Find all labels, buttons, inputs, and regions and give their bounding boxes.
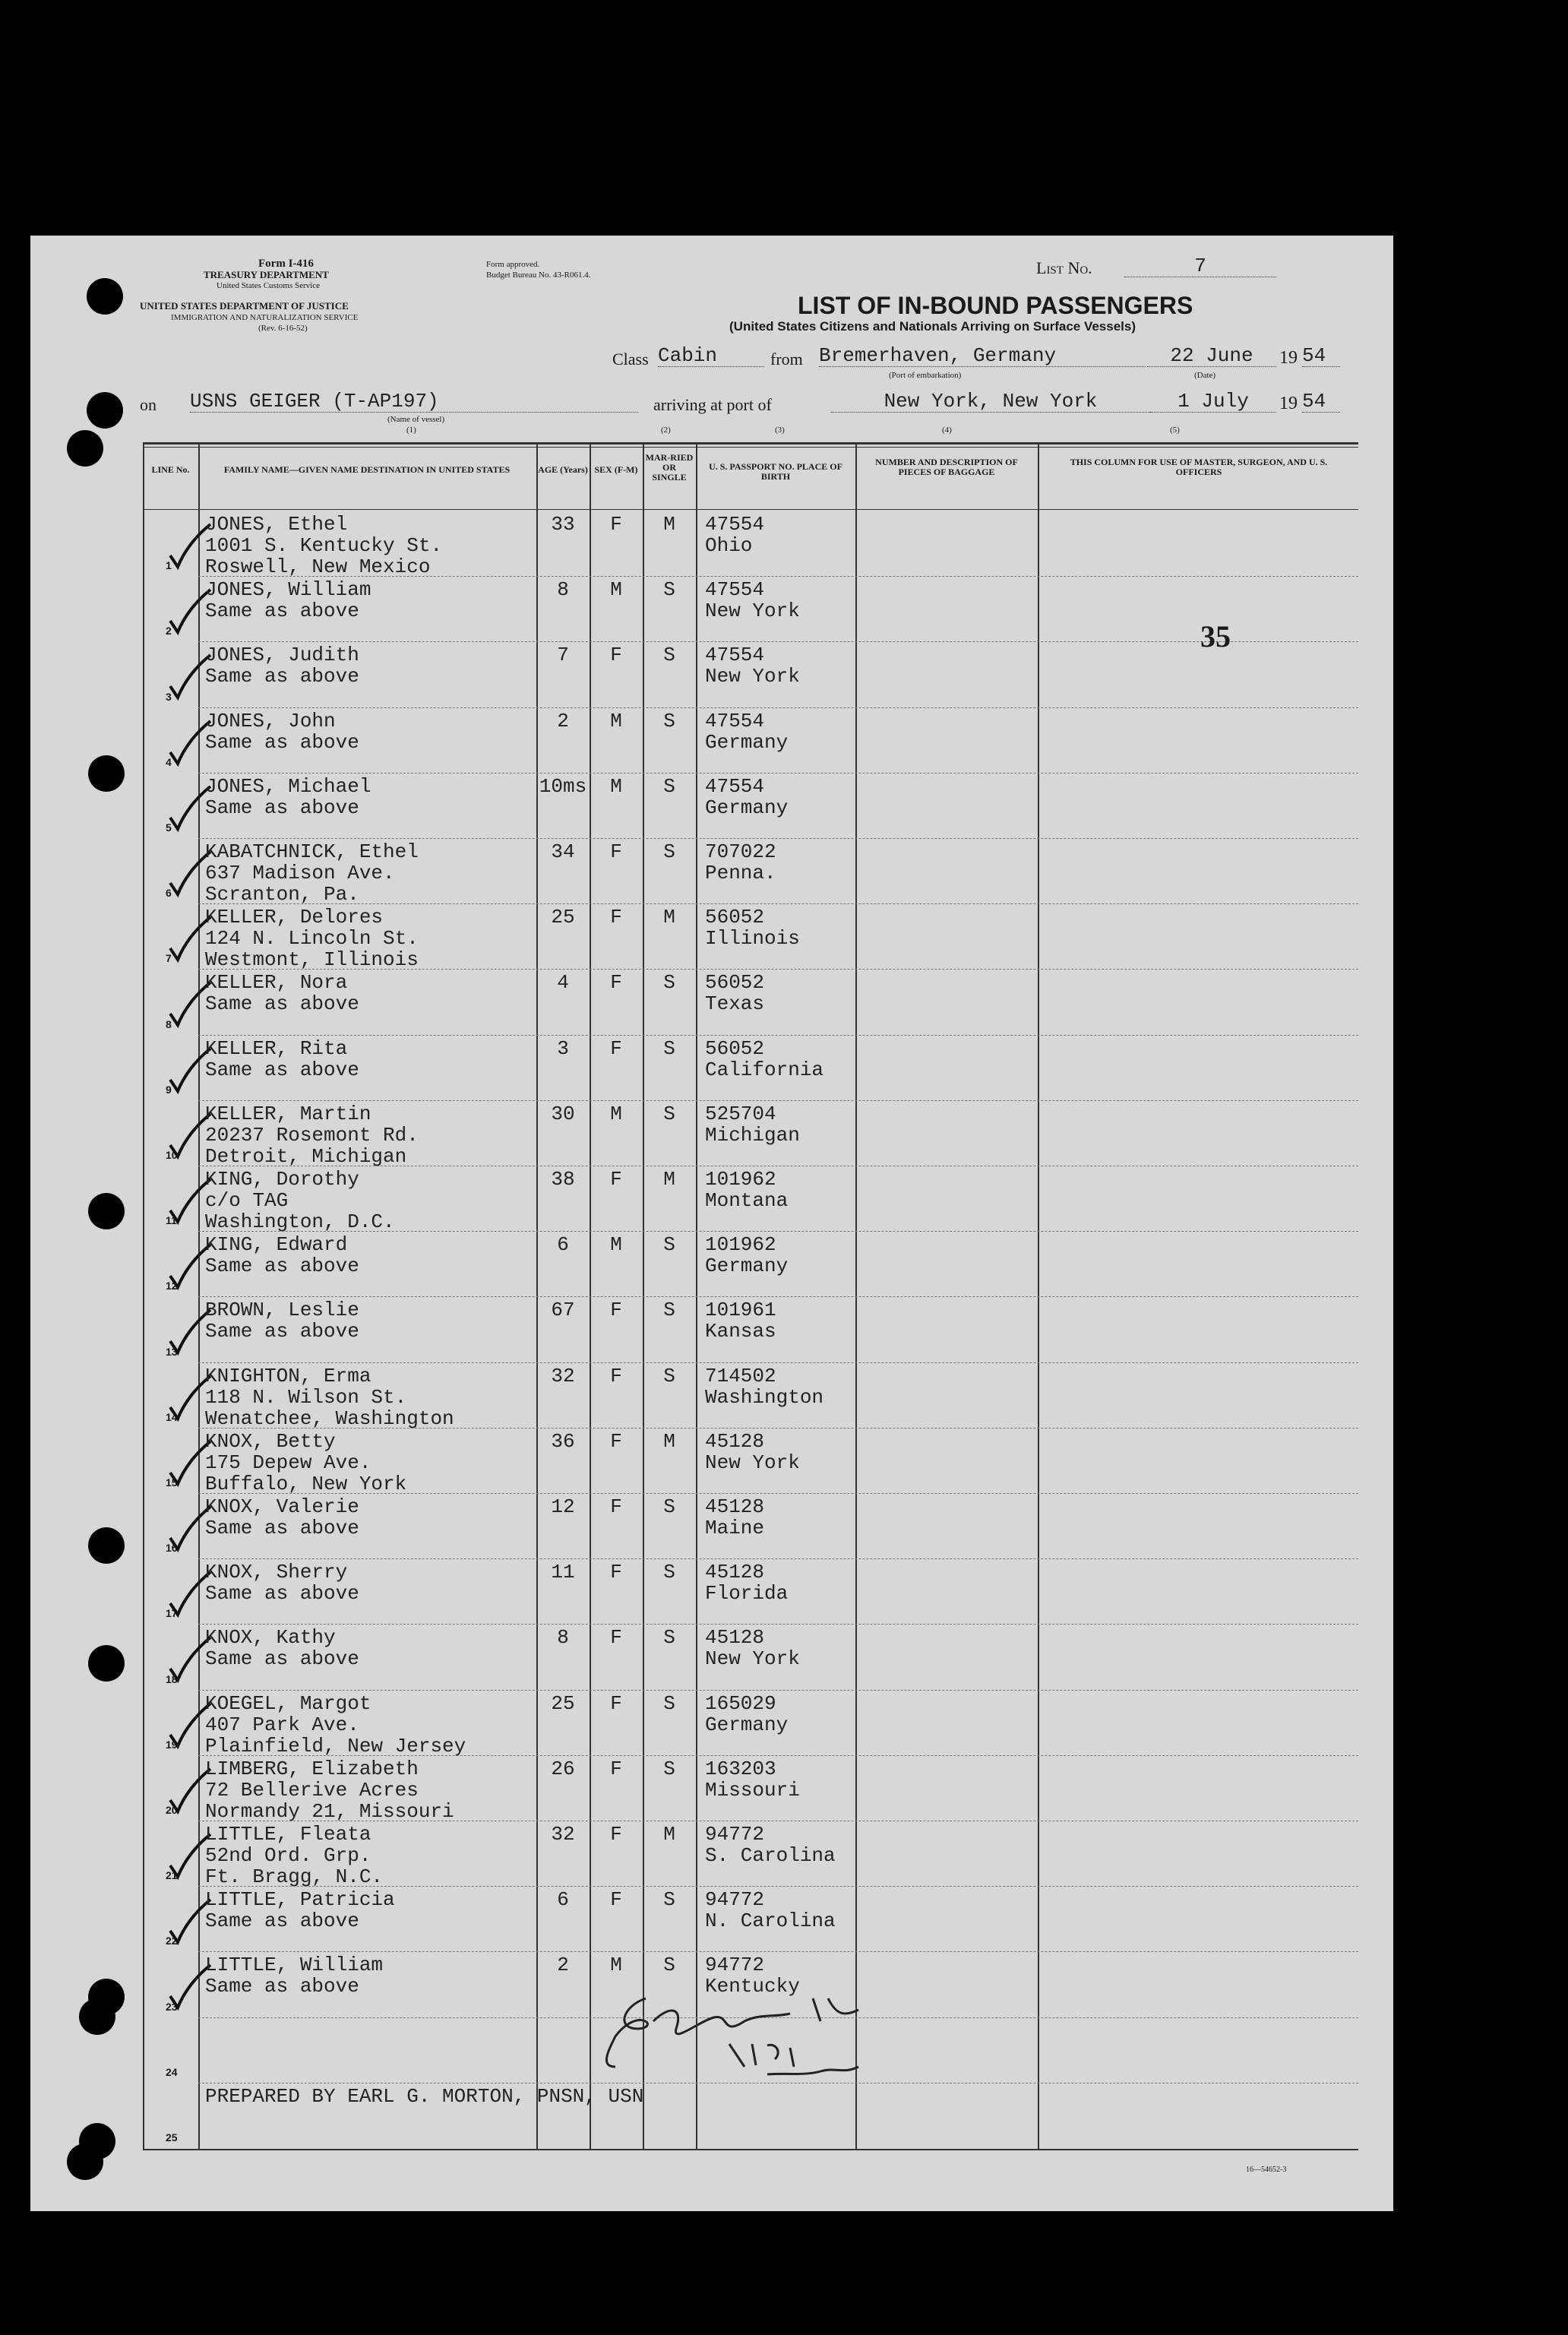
marital-status: S	[663, 709, 675, 732]
passenger-sex: F	[610, 1626, 622, 1650]
marital-status: M	[663, 1823, 675, 1846]
row-divider	[198, 773, 1358, 774]
passenger-age: 8	[557, 578, 569, 602]
row-divider	[198, 1493, 1358, 1494]
col-header-name: FAMILY NAME—GIVEN NAME DESTINATION IN UNITED STATES	[223, 464, 511, 475]
passenger-sex: M	[610, 1233, 622, 1257]
col-header-age: AGE (Years)	[538, 464, 588, 475]
marital-status: S	[663, 644, 675, 667]
passenger-name: KNOX, Sherry	[205, 1561, 348, 1584]
treasury-dept: TREASURY DEPARTMENT	[204, 269, 329, 280]
marital-status: S	[663, 1691, 675, 1715]
passenger-name: BROWN, Leslie	[205, 1299, 359, 1322]
passenger-sex: F	[610, 1364, 622, 1387]
row-number: 20	[166, 1803, 178, 1816]
row-divider	[198, 903, 1358, 904]
passenger-name: KELLER, Rita	[205, 1036, 348, 1060]
passenger-age: 2	[557, 1954, 569, 1977]
rev-label: (Rev. 6-16-52)	[258, 324, 308, 333]
margin-note: 35	[1200, 619, 1231, 653]
passenger-name: KING, Edward	[205, 1233, 348, 1257]
place-of-birth: New York	[705, 1451, 800, 1474]
marital-status: S	[663, 774, 675, 798]
passenger-sex: F	[610, 1823, 622, 1846]
row-number: 21	[166, 1869, 178, 1882]
place-of-birth: Texas	[705, 992, 765, 1016]
passenger-age: 8	[557, 1626, 569, 1650]
passport-number: 47554	[705, 709, 765, 732]
marital-status: S	[663, 1626, 675, 1650]
class-value: Cabin	[658, 345, 764, 367]
row-number: 9	[166, 1083, 172, 1096]
passport-number: 45128	[705, 1626, 765, 1650]
col-num-5: (5)	[1170, 426, 1180, 435]
row-number: 10	[166, 1148, 178, 1161]
col-header-married: MAR-RIED OR SINGLE	[645, 452, 694, 483]
row-number: 13	[166, 1345, 178, 1358]
row-number: 19	[166, 1738, 178, 1751]
passenger-address: 52nd Ord. Grp.	[205, 1844, 371, 1867]
passenger-age: 2	[557, 709, 569, 732]
passenger-age: 33	[551, 513, 575, 536]
passenger-address: Same as above	[205, 665, 359, 688]
passenger-age: 67	[551, 1299, 575, 1322]
page-title: LIST OF IN-BOUND PASSENGERS	[798, 292, 1193, 319]
passenger-address: Same as above	[205, 796, 359, 819]
passenger-name: KING, Dorothy	[205, 1168, 359, 1191]
passenger-address: Same as above	[205, 1058, 359, 1081]
row-number: 22	[166, 1935, 178, 1947]
passenger-address: Wenatchee, Washington	[205, 1406, 454, 1430]
passenger-address: Same as above	[205, 1517, 359, 1539]
place-of-birth: Kentucky	[705, 1975, 800, 1998]
passenger-name: JONES, William	[205, 578, 371, 602]
place-of-birth: N. Carolina	[705, 1909, 836, 1933]
row-divider	[198, 1558, 1358, 1559]
ins-label: IMMIGRATION AND NATURALIZATION SERVICE	[171, 313, 359, 322]
row-divider	[198, 1296, 1358, 1297]
col-num-3: (3)	[775, 426, 785, 435]
year-prefix-1: 19	[1279, 348, 1298, 368]
passenger-address: c/o TAG	[205, 1189, 289, 1212]
passenger-address: 20237 Rosemont Rd.	[205, 1123, 419, 1147]
passport-number: 45128	[705, 1561, 765, 1584]
marital-status: S	[663, 578, 675, 602]
punch-hole	[88, 755, 125, 792]
passenger-name: KNOX, Valerie	[205, 1495, 359, 1518]
passenger-address: Same as above	[205, 1320, 359, 1343]
row-number: 12	[166, 1280, 178, 1292]
vessel-caption: (Name of vessel)	[387, 415, 445, 424]
from-label: from	[770, 350, 803, 369]
passenger-name: KABATCHNICK, Ethel	[205, 840, 419, 863]
budget-bureau: Budget Bureau No. 43-R061.4.	[486, 271, 591, 280]
row-number: 2	[166, 625, 172, 638]
passenger-sex: M	[610, 709, 622, 732]
passenger-name: JONES, Judith	[205, 644, 359, 667]
passenger-address: 407 Park Ave.	[205, 1713, 359, 1736]
year-prefix-2: 19	[1279, 394, 1298, 413]
passenger-name: LITTLE, William	[205, 1954, 384, 1977]
passenger-sex: F	[610, 1429, 622, 1453]
place-of-birth: Maine	[705, 1517, 765, 1539]
row-divider	[198, 838, 1358, 839]
table-row	[143, 1362, 1358, 1428]
table-row	[143, 641, 1358, 707]
row-number: 24	[166, 2065, 178, 2078]
passenger-address: Same as above	[205, 1909, 359, 1933]
passenger-name: KNIGHTON, Erma	[205, 1364, 371, 1387]
table-row	[143, 1100, 1358, 1166]
row-number: 15	[166, 1476, 178, 1489]
table-row	[143, 1690, 1358, 1758]
marital-status: S	[663, 1888, 675, 1912]
passenger-age: 38	[551, 1168, 575, 1191]
passenger-age: 25	[551, 1691, 575, 1715]
row-divider	[198, 1886, 1358, 1887]
marital-status: S	[663, 1233, 675, 1257]
inspector-signature	[593, 1976, 927, 2097]
form-approved: Form approved.	[486, 260, 540, 269]
passenger-address: Westmont, Illinois	[205, 948, 419, 972]
passport-number: 94772	[705, 1888, 765, 1912]
row-divider	[198, 1755, 1358, 1756]
table-row	[143, 1166, 1358, 1231]
table-row	[143, 1428, 1358, 1493]
table-row	[143, 1296, 1358, 1362]
place-of-birth: New York	[705, 600, 800, 623]
passenger-name: JONES, Michael	[205, 774, 371, 798]
marital-status: M	[663, 1429, 675, 1453]
passenger-name: LITTLE, Patricia	[205, 1888, 395, 1912]
table-row	[143, 1558, 1358, 1624]
passenger-address: Same as above	[205, 992, 359, 1016]
row-number: 1	[166, 559, 172, 572]
row-divider	[198, 1690, 1358, 1691]
row-divider	[198, 1231, 1358, 1232]
justice-dept: UNITED STATES DEPARTMENT OF JUSTICE	[140, 300, 349, 312]
col-header-passport: U. S. PASSPORT NO. PLACE OF BIRTH	[709, 461, 842, 482]
passport-number: 45128	[705, 1429, 765, 1453]
punch-hole	[88, 1527, 125, 1564]
punch-hole	[88, 1193, 125, 1229]
punch-hole	[67, 430, 103, 467]
marital-status: S	[663, 840, 675, 863]
from-value: Bremerhaven, Germany	[819, 345, 1146, 367]
passenger-address: 72 Bellerive Acres	[205, 1778, 419, 1802]
marital-status: S	[663, 1954, 675, 1977]
passenger-sex: F	[610, 906, 622, 929]
arrival-date: 1 July	[1150, 391, 1276, 413]
passenger-sex: F	[610, 644, 622, 667]
passport-number: 47554	[705, 578, 765, 602]
passenger-sex: M	[610, 774, 622, 798]
passenger-address: Normandy 21, Missouri	[205, 1799, 454, 1823]
passenger-name: LITTLE, Fleata	[205, 1823, 371, 1846]
passenger-sex: F	[610, 1168, 622, 1191]
departure-date: 22 June	[1147, 345, 1276, 367]
place-of-birth: California	[705, 1058, 824, 1081]
punch-hole	[87, 392, 123, 429]
passenger-age: 32	[551, 1364, 575, 1387]
passenger-address: Same as above	[205, 1975, 359, 1998]
place-of-birth: Florida	[705, 1582, 789, 1606]
marital-status: S	[663, 1757, 675, 1780]
row-number: 25	[166, 2131, 178, 2144]
place-of-birth: S. Carolina	[705, 1844, 836, 1867]
passenger-name: KNOX, Betty	[205, 1429, 336, 1453]
row-divider	[198, 1100, 1358, 1101]
passenger-name: KELLER, Nora	[205, 971, 348, 995]
passenger-age: 6	[557, 1233, 569, 1257]
table-row	[143, 1035, 1358, 1100]
row-number: 4	[166, 755, 172, 768]
row-divider	[198, 707, 1358, 708]
arriving-label: arriving at port of	[653, 395, 772, 414]
passenger-sex: F	[610, 1495, 622, 1518]
place-of-birth: Germany	[705, 730, 789, 754]
list-no-label: List No.	[1036, 258, 1092, 277]
passenger-sex: F	[610, 1757, 622, 1780]
marital-status: S	[663, 1299, 675, 1322]
passport-number: 94772	[705, 1823, 765, 1846]
row-number: 17	[166, 1607, 178, 1620]
marital-status: S	[663, 1102, 675, 1125]
row-number: 3	[166, 690, 172, 703]
table-row	[143, 511, 1358, 576]
passenger-age: 4	[557, 971, 569, 995]
class-label: Class	[612, 350, 649, 369]
passenger-name: KELLER, Delores	[205, 906, 384, 929]
col-header-officers: THIS COLUMN FOR USE OF MASTER, SURGEON, AND U. S. OFFICERS	[1070, 457, 1328, 477]
row-divider	[198, 1624, 1358, 1625]
on-label: on	[140, 395, 156, 414]
punch-hole	[88, 1645, 125, 1682]
row-divider	[198, 1035, 1358, 1036]
passenger-name: KOEGEL, Margot	[205, 1691, 371, 1715]
passport-number: 47554	[705, 513, 765, 536]
col-header-baggage: NUMBER AND DESCRIPTION OF PIECES OF BAGGAGE	[875, 457, 1018, 477]
row-divider	[198, 969, 1358, 970]
passenger-address: 118 N. Wilson St.	[205, 1385, 407, 1409]
passenger-address: Buffalo, New York	[205, 1472, 407, 1495]
place-of-birth: Montana	[705, 1189, 789, 1212]
passenger-name: LIMBERG, Elizabeth	[205, 1757, 419, 1780]
table-row	[143, 1821, 1358, 1886]
passenger-age: 11	[551, 1561, 575, 1584]
place-of-birth: Penna.	[705, 862, 776, 884]
col-header-sex: SEX (F-M)	[594, 464, 638, 475]
passenger-age: 10ms	[539, 774, 587, 798]
passenger-age: 32	[551, 1823, 575, 1846]
page-subtitle: (United States Citizens and Nationals Arriving on Surface Vessels)	[729, 319, 1136, 334]
place-of-birth: Missouri	[705, 1778, 800, 1802]
passport-number: 47554	[705, 774, 765, 798]
passenger-sex: M	[610, 1102, 622, 1125]
passport-number: 165029	[705, 1691, 776, 1715]
passenger-sex: F	[610, 1299, 622, 1322]
marital-status: M	[663, 906, 675, 929]
passenger-table	[143, 442, 1358, 2150]
row-number: 5	[166, 821, 172, 834]
passenger-address: Same as above	[205, 1582, 359, 1606]
passport-number: 101961	[705, 1299, 776, 1322]
passenger-sex: F	[610, 1036, 622, 1060]
marital-status: S	[663, 1561, 675, 1584]
row-number: 7	[166, 952, 172, 965]
passenger-age: 3	[557, 1036, 569, 1060]
customs-service: United States Customs Service	[217, 281, 320, 290]
passenger-address: Washington, D.C.	[205, 1210, 395, 1233]
marital-status: S	[663, 1495, 675, 1518]
passenger-sex: F	[610, 513, 622, 536]
place-of-birth: Germany	[705, 1713, 789, 1736]
place-of-birth: Germany	[705, 796, 789, 819]
marital-status: S	[663, 1036, 675, 1060]
passenger-age: 7	[557, 644, 569, 667]
table-row	[143, 838, 1358, 906]
place-of-birth: Germany	[705, 1255, 789, 1278]
passenger-age: 34	[551, 840, 575, 863]
passenger-name: JONES, Ethel	[205, 513, 348, 536]
passenger-name: JONES, John	[205, 709, 336, 732]
passport-number: 714502	[705, 1364, 776, 1387]
table-row	[143, 903, 1358, 972]
punch-hole	[67, 2144, 103, 2180]
row-number: 6	[166, 887, 172, 900]
table-row	[143, 576, 1358, 641]
table-row	[143, 1886, 1358, 1951]
col-num-4: (4)	[942, 426, 952, 435]
row-divider	[198, 1428, 1358, 1429]
passenger-address: Ft. Bragg, N.C.	[205, 1865, 384, 1888]
passport-number: 56052	[705, 906, 765, 929]
passenger-address: Roswell, New Mexico	[205, 555, 431, 578]
passenger-address: 124 N. Lincoln St.	[205, 927, 419, 951]
row-number: 23	[166, 2000, 178, 2013]
row-divider	[198, 1951, 1358, 1952]
passenger-address: Same as above	[205, 730, 359, 754]
marital-status: S	[663, 1364, 675, 1387]
arrival-port: New York, New York	[831, 391, 1150, 413]
passenger-age: 36	[551, 1429, 575, 1453]
passenger-sex: M	[610, 1954, 622, 1977]
row-divider	[198, 1362, 1358, 1363]
passport-number: 525704	[705, 1102, 776, 1125]
port-caption: (Port of embarkation)	[889, 371, 962, 380]
col-num-2: (2)	[661, 426, 671, 435]
footer-code: 16—54652-3	[1246, 2166, 1287, 2174]
place-of-birth: New York	[705, 665, 800, 688]
vessel-col-num: (1)	[406, 426, 416, 435]
row-divider	[198, 641, 1358, 642]
passenger-sex: M	[610, 578, 622, 602]
place-of-birth: Michigan	[705, 1123, 800, 1147]
table-row	[143, 1231, 1358, 1296]
passenger-name: KELLER, Martin	[205, 1102, 371, 1125]
punch-hole	[79, 1998, 115, 2035]
marital-status: M	[663, 513, 675, 536]
place-of-birth: New York	[705, 1647, 800, 1671]
year-2: 54	[1302, 391, 1340, 413]
list-no-value: 7	[1124, 255, 1276, 277]
punch-hole	[87, 278, 123, 315]
year-1: 54	[1302, 345, 1340, 367]
passport-number: 101962	[705, 1168, 776, 1191]
vessel-name: USNS GEIGER (T-AP197)	[190, 391, 638, 413]
passenger-age: 12	[551, 1495, 575, 1518]
passenger-address: Same as above	[205, 1255, 359, 1278]
place-of-birth: Illinois	[705, 927, 800, 951]
passport-number: 47554	[705, 644, 765, 667]
passport-number: 163203	[705, 1757, 776, 1780]
passenger-age: 30	[551, 1102, 575, 1125]
passport-number: 56052	[705, 1036, 765, 1060]
passenger-address: Scranton, Pa.	[205, 883, 359, 906]
passenger-sex: F	[610, 840, 622, 863]
form-number: Form I-416	[258, 258, 314, 270]
row-number: 18	[166, 1672, 178, 1685]
marital-status: S	[663, 971, 675, 995]
passenger-address: Same as above	[205, 600, 359, 623]
passenger-address: Detroit, Michigan	[205, 1144, 407, 1168]
row-number: 8	[166, 1017, 172, 1030]
place-of-birth: Washington	[705, 1385, 824, 1409]
passport-number: 45128	[705, 1495, 765, 1518]
passport-number: 94772	[705, 1954, 765, 1977]
passenger-sex: F	[610, 1561, 622, 1584]
passenger-address: 637 Madison Ave.	[205, 862, 395, 884]
passenger-sex: F	[610, 1691, 622, 1715]
passenger-address: 175 Depew Ave.	[205, 1451, 371, 1474]
row-number: 11	[166, 1214, 177, 1227]
passenger-address: 1001 S. Kentucky St.	[205, 534, 443, 557]
table-row	[143, 1755, 1358, 1821]
passport-number: 101962	[705, 1233, 776, 1257]
passport-number: 56052	[705, 971, 765, 995]
row-divider	[198, 576, 1358, 577]
manifest-sheet	[30, 236, 1393, 2211]
marital-status: M	[663, 1168, 675, 1191]
table-row	[143, 1624, 1358, 1689]
passenger-address: Plainfield, New Jersey	[205, 1734, 466, 1758]
table-row	[143, 773, 1358, 838]
passenger-sex: F	[610, 971, 622, 995]
passenger-age: 6	[557, 1888, 569, 1912]
date-caption: (Date)	[1194, 371, 1216, 380]
passenger-age: 25	[551, 906, 575, 929]
passenger-address: Same as above	[205, 1647, 359, 1671]
place-of-birth: Kansas	[705, 1320, 776, 1343]
table-row	[143, 707, 1358, 773]
row-number: 16	[166, 1542, 178, 1555]
place-of-birth: Ohio	[705, 534, 753, 557]
col-header-line: LINE No.	[151, 464, 190, 475]
passenger-name: PREPARED BY EARL G. MORTON, PNSN, USN	[205, 2084, 644, 2108]
passport-number: 707022	[705, 840, 776, 863]
passenger-name: KNOX, Kathy	[205, 1626, 336, 1650]
table-row	[143, 969, 1358, 1034]
passenger-age: 26	[551, 1757, 575, 1780]
table-row	[143, 1493, 1358, 1558]
row-number: 14	[166, 1410, 178, 1423]
passenger-sex: F	[610, 1888, 622, 1912]
